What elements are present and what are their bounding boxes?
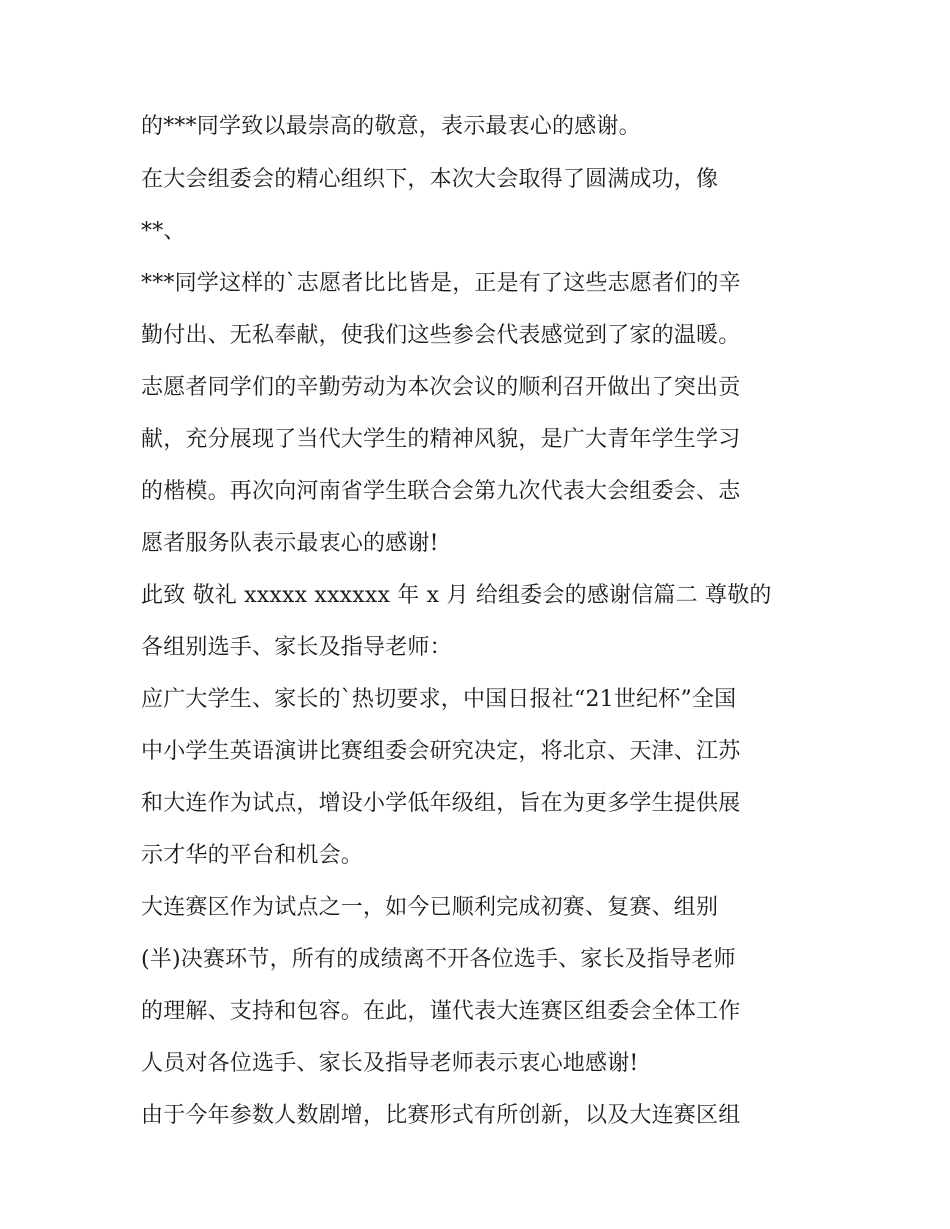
text-line: 和大连作为试点，增设小学低年级组，旨在为更多学生提供展 (141, 791, 741, 816)
text-line: 志愿者同学们的辛勤劳动为本次会议的顺利召开做出了突出贡 (141, 375, 741, 400)
text-line: (半)决赛环节，所有的成绩离不开各位选手、家长及指导老师 (141, 947, 736, 972)
text-line: 的楷模。再次向河南省学生联合会第九次代表大会组委会、志 (141, 479, 741, 504)
text-line: 大连赛区作为试点之一，如今已顺利完成初赛、复赛、组别 (141, 895, 719, 920)
text-line: 勤付出、无私奉献，使我们这些参会代表感觉到了家的温暖。 (141, 323, 741, 348)
text-line: 中小学生英语演讲比赛组委会研究决定，将北京、天津、江苏 (141, 739, 741, 764)
text-line: ***同学这样的`志愿者比比皆是，正是有了这些志愿者们的辛 (141, 271, 741, 296)
text-line: 示才华的平台和机会。 (141, 843, 364, 868)
text-line: 的理解、支持和包容。在此，谨代表大连赛区组委会全体工作 (141, 999, 741, 1024)
text-line: 在大会组委会的精心组织下，本次大会取得了圆满成功，像 (141, 167, 719, 192)
text-line: 献，充分展现了当代大学生的精神风貌，是广大青年学生学习 (141, 427, 741, 452)
text-line: 此致 敬礼 xxxxx xxxxxx 年 x 月 给组委会的感谢信篇二 尊敬的 (141, 583, 772, 608)
text-line: 应广大学生、家长的`热切要求，中国日报社“21世纪杯”全国 (141, 687, 737, 712)
text-line: **、 (141, 219, 186, 244)
text-line: 由于今年参数人数剧增，比赛形式有所创新，以及大连赛区组 (141, 1103, 741, 1128)
text-line: 愿者服务队表示最衷心的感谢! (141, 531, 439, 556)
text-line: 人员对各位选手、家长及指导老师表示衷心地感谢! (141, 1051, 639, 1076)
text-line: 各组别选手、家长及指导老师： (141, 635, 452, 660)
text-line: 的***同学致以最崇高的敬意，表示最衷心的感谢。 (141, 114, 641, 139)
